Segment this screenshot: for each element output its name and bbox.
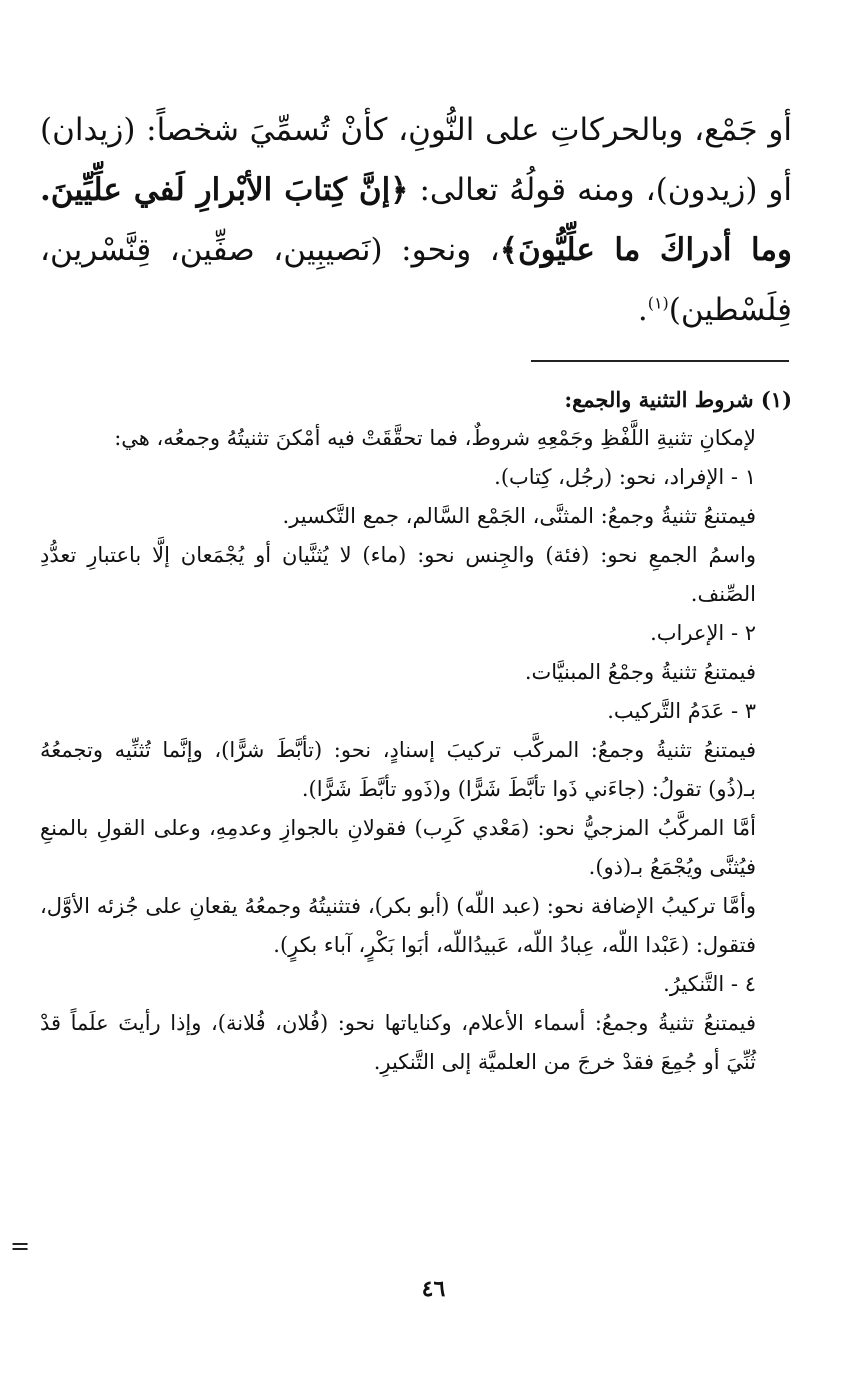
main-text-part2: ، ونحو: (نَصيبِين، صفِّين، قِنَّسْرين، فِلَسْطين) — [40, 232, 792, 328]
footnote-line: ٢ - الإعراب. — [650, 621, 756, 645]
footnote-line: فيمتنعُ تثنيةُ وجمعُ: أسماء الأعلام، وكناياتها نحو: (فُلان، فُلانة)، وإذا رأيتَ علَماً قدْ ثُنِّيَ أو جُمِعَ فقدْ خرجَ من العلميَّة إلى التَّنكيرِ. — [40, 1011, 756, 1074]
main-text-part1: أو جَمْع، وبالحركاتِ على النُّونِ، كأنْ تُسمِّيَ شخصاً: (زيدان) أو (زيدون)، ومنه قولُهُ تعالى: — [40, 112, 793, 208]
main-paragraph — [40, 100, 792, 340]
footnote-block — [40, 380, 792, 1082]
footnote-line: فيمتنعُ تثنيةُ وجمعُ: المثنَّى، الجَمْع السَّالم، جمع التَّكسير. — [282, 504, 756, 528]
footnote-line: فيمتنعُ تثنيةُ وجمْعُ المبنيَّات. — [524, 660, 756, 684]
footnote-reference: (١) — [647, 293, 669, 313]
quran-verse: ﴿إنَّ كِتابَ الأبْرارِ لَفي علِّيِّينَ. وما أدراكَ ما علِّيُّونَ﴾ — [40, 172, 793, 268]
footnote-line: ١ - الإفراد، نحو: (رجُل، كِتاب). — [494, 465, 756, 489]
footnote-line: وأمَّا تركيبُ الإضافة نحو: (عبد اللّه) (أبو بكر)، فتثنيتُهُ وجمعُهُ يقعانِ على جُزئه الأوَّل، فتقول: (عَبْدا اللّه، عِبادُ اللّه، عَبيدُاللّه، أبَوا بَكْرٍ، آباء بكرٍ). — [40, 894, 756, 957]
continuation-mark: = — [10, 1232, 31, 1260]
page-number: ٤٦ — [421, 1276, 446, 1302]
footnote-line: واسمُ الجمعِ نحو: (فئة) والجِنس نحو: (ماء) لا يُثنَّيان أو يُجْمَعان إلَّا باعتبارِ تعدُّدِ الصِّنف. — [40, 543, 756, 606]
footnote-line: ٣ - عَدَمُ التَّركيب. — [607, 699, 756, 723]
footnote-line: ٤ - التَّنكيرُ. — [663, 972, 756, 996]
footnote-heading: (١) شروط التثنية والجمع: — [564, 387, 792, 412]
footnote-divider — [531, 360, 789, 362]
footnote-line: لإمكانِ تثنيةِ اللَّفْظِ وجَمْعِهِ شروطٌ، فما تحقَّقَتْ فيه أمْكنَ تثنيتُهُ وجمعُه، هي: — [114, 426, 756, 450]
main-text-end: . — [637, 292, 648, 328]
footnote-line: أمَّا المركَّبُ المزجيُّ نحو: (مَعْدي كَرِب) فقولانِ بالجوازِ وعدمِهِ، وعلى القولِ بالمنعِ فيُثنَّى ويُجْمَعُ بـ(ذو). — [40, 816, 756, 879]
footnote-line: فيمتنعُ تثنيةُ وجمعُ: المركَّب تركيبَ إسنادٍ، نحو: (تأبَّطَ شرًّا)، وإنَّما تُثنِّيه وتجمعُهُ بـ(ذُو) تقولُ: (جاءَني ذَوا تأبَّطَ شَرًّا) و(ذَوو تأبَّطَ شَرًّا). — [40, 738, 756, 801]
